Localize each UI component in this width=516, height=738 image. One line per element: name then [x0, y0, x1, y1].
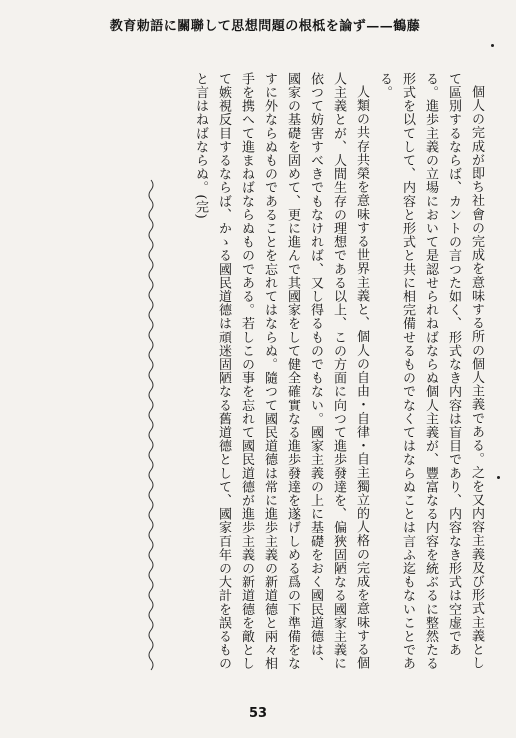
print-speck [497, 476, 500, 479]
print-speck [491, 44, 494, 47]
page-number: 53 [248, 706, 268, 721]
paragraph-1: 個人の完成が即ち社會の完成を意味する所の個人主義である。之を又内容主義及び形式主義として區別するならば、カントの言つた如く、形式なき内容は盲目であり、内容なき形式は空虚である。進歩主義の立場において是認せられねばならぬ個人主義が、豐富なる内容を統ぶるに整然たる形式を以てして、内容と形式と共に相完備せるものでなくてはならぬことは言ふ迄もないことである。 [377, 72, 484, 671]
paragraph-2: 人類の共存共榮を意味する世界主義と、個人の自由・自律・自主獨立的人格の完成を意味する個人主義とが、人間生存の理想である以上、この方面に向つて進歩發達を、偏狹固陋なる國家主義に依つて妨害すべきでもなければ、又し得るものでもない。國家主義の上に基礎をおく國民道德は、國家の基礎を固めて、更に進んで其國家をして健全確實なる進歩發達を遂げしめる爲の下準備をなすに外ならぬものであることを忘れてはならぬ。隨つて國民道德は常に進歩主義の新道德と兩々相手を携へて進まねばならぬものである。若しこの事を忘れて國民道德が進歩主義の新道德を敵として嫉視反目するならば、かゝる國民道德は頑迷固陋なる舊道德として、國家百年の大計を誤るものと言はねばならぬ。(完) [193, 72, 369, 671]
wavy-line [149, 180, 153, 670]
running-header: 教育勅語に關聯して思想問題の根柢を論ず——鶴藤 [109, 18, 421, 34]
vertical-body-text [193, 72, 488, 677]
wavy-end-rule [145, 180, 157, 675]
